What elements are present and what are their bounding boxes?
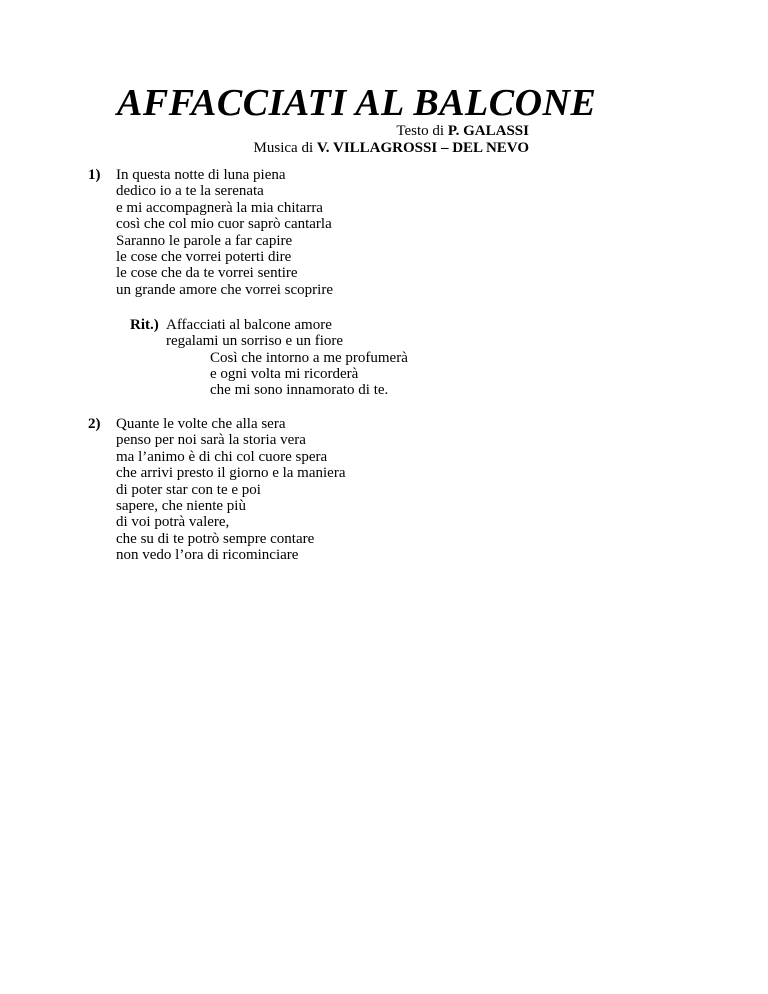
verse-line: Quante le volte che alla sera — [116, 416, 286, 432]
song-credits — [254, 123, 529, 157]
verse-line: In questa notte di luna piena — [116, 167, 286, 183]
chorus-line: e ogni volta mi ricorderà — [210, 366, 359, 382]
lyrics-author: P. GALASSI — [447, 123, 529, 139]
music-credit-prefix: Musica di — [253, 140, 317, 156]
verse-line: che su di te potrò sempre contare — [116, 530, 315, 547]
verse-line: Saranno le parole a far capire — [116, 232, 293, 249]
chorus-line: che mi sono innamorato di te. — [210, 382, 389, 398]
music-credit — [254, 140, 529, 157]
music-author: V. VILLAGROSSI – DEL NEVO — [316, 140, 529, 156]
verse-line: penso per noi sarà la storia vera — [116, 432, 306, 449]
lyrics-credit-prefix: Testo di — [396, 123, 448, 139]
verse-line: un grande amore che vorrei scoprire — [116, 281, 333, 298]
verse-2-number: 2) — [88, 416, 101, 432]
verse-line: che arrivi presto il giorno e la maniera — [116, 465, 346, 482]
chorus-line: Così che intorno a me profumerà — [210, 350, 408, 366]
chorus-line: Affacciati al balcone amore — [166, 317, 332, 333]
verse-line: le cose che da te vorrei sentire — [116, 265, 298, 282]
verse-line: e mi accompagnerà la mia chitarra — [116, 199, 323, 216]
verse-line: le cose che vorrei poterti dire — [116, 249, 292, 266]
verse-line: di voi potrà valere, — [116, 514, 230, 531]
verse-1-lines — [116, 167, 333, 298]
verse-line: dedico io a te la serenata — [116, 183, 264, 200]
chorus-label: Rit.) — [130, 317, 159, 333]
verse-line: non vedo l’ora di ricominciare — [116, 547, 299, 564]
verse-1-number: 1) — [88, 167, 101, 183]
song-title: AFFACCIATI AL BALCONE — [117, 82, 597, 124]
verse-2-lines — [116, 416, 346, 564]
verse-line: di poter star con te e poi — [116, 481, 261, 498]
lyrics-credit — [254, 123, 529, 140]
verse-line: così che col mio cuor saprò cantarla — [116, 216, 332, 233]
chorus-line: regalami un sorriso e un fiore — [166, 333, 344, 349]
verse-line: ma l’animo è di chi col cuore spera — [116, 448, 328, 465]
verse-line: sapere, che niente più — [116, 498, 246, 515]
